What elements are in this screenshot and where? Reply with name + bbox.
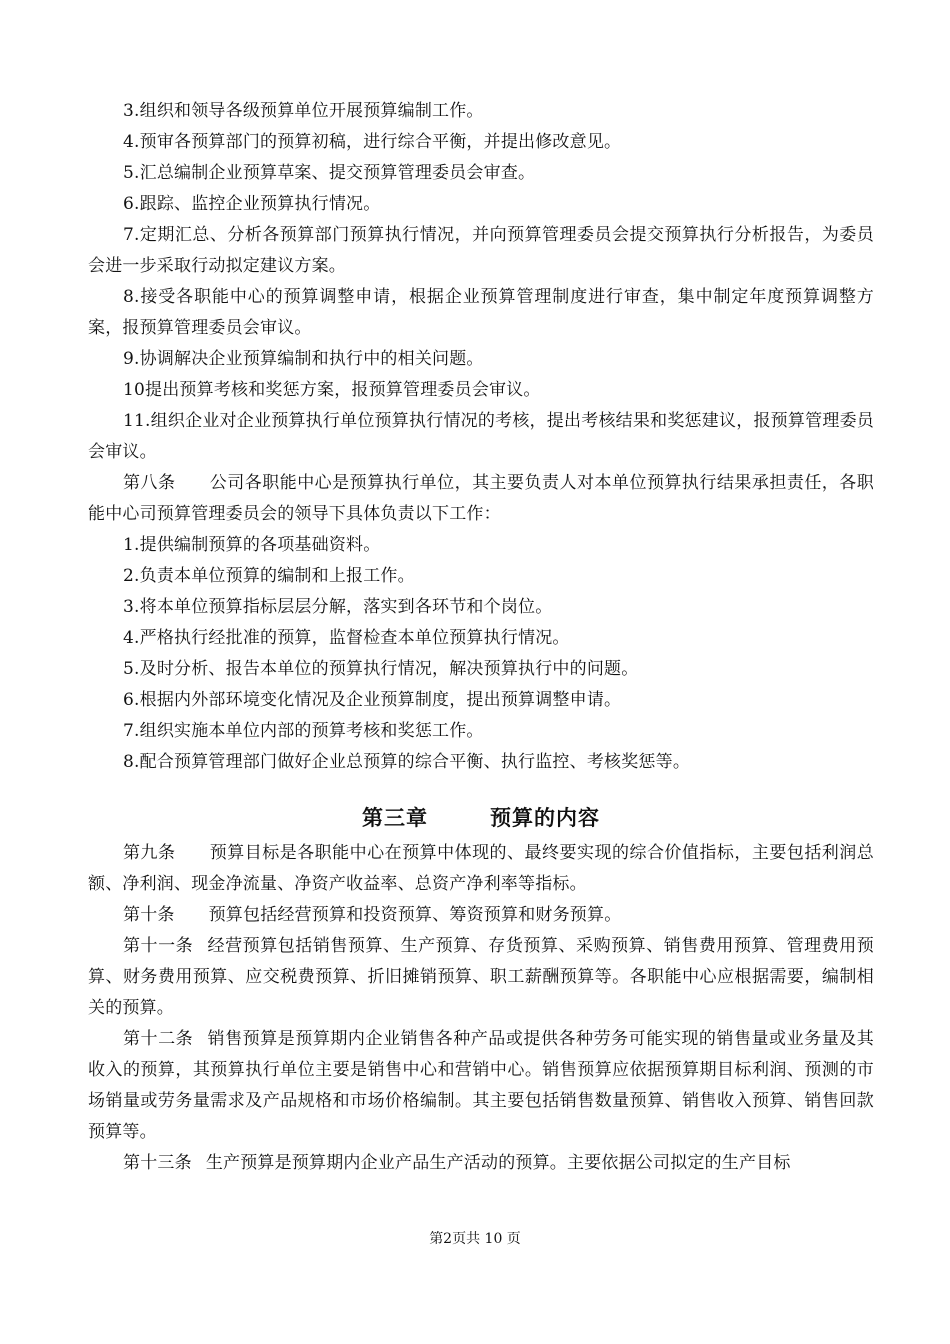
list-item: 6.根据内外部环境变化情况及企业预算制度，提出预算调整申请。	[123, 690, 622, 710]
article-text: 生产预算是预算期内企业产品生产活动的预算。主要依据公司拟定的生产目标	[205, 1153, 791, 1173]
article-10	[88, 900, 874, 931]
article-text: 预算包括经营预算和投资预算、筹资预算和财务预算。	[208, 905, 622, 925]
list-item: 7.定期汇总、分析各预算部门预算执行情况，并向预算管理委员会提交预算执行分析报告，为委员会进一步采取行动拟定建议方案。	[88, 225, 874, 276]
article-label: 第十一条	[123, 936, 194, 956]
list-item: 10提出预算考核和奖惩方案，报预算管理委员会审议。	[123, 380, 541, 400]
article-label: 第十二条	[123, 1029, 194, 1049]
list-item: 11.组织企业对企业预算执行单位预算执行情况的考核，提出考核结果和奖惩建议，报预算管理委员会审议。	[88, 411, 874, 462]
list-item: 5.及时分析、报告本单位的预算执行情况，解决预算执行中的问题。	[123, 659, 639, 679]
chapter-title: 预算的内容	[490, 806, 600, 830]
article-label: 第八条	[123, 473, 176, 493]
list-item: 8.接受各职能中心的预算调整申请，根据企业预算管理制度进行审查，集中制定年度预算调整方案，报预算管理委员会审议。	[88, 287, 874, 338]
article-label: 第十三条	[123, 1153, 192, 1173]
list-item: 2.负责本单位预算的编制和上报工作。	[123, 566, 415, 586]
page-footer: 第2页共 10 页	[429, 1231, 521, 1247]
article-text: 公司各职能中心是预算执行单位，其主要负责人对本单位预算执行结果承担责任，各职能中心司预算管理委员会的领导下具体负责以下工作：	[88, 473, 874, 524]
article-13	[88, 1148, 874, 1179]
article-9	[88, 838, 874, 900]
list-item: 7.组织实施本单位内部的预算考核和奖惩工作。	[123, 721, 484, 741]
article-8	[88, 468, 874, 530]
article-11	[88, 931, 874, 1024]
list-item: 6.跟踪、监控企业预算执行情况。	[123, 194, 381, 214]
article-text: 销售预算是预算期内企业销售各种产品或提供各种劳务可能实现的销售量或业务量及其收入的预算，其预算执行单位主要是销售中心和营销中心。销售预算应依据预算期目标利润、预测的市场销量或劳务量需求及产品规格和市场价格编制。其主要包括销售数量预算、销售收入预算、销售回款预算等。	[88, 1029, 874, 1142]
document-body	[88, 96, 874, 1179]
list-item: 9.协调解决企业预算编制和执行中的相关问题。	[123, 349, 484, 369]
list-item: 1.提供编制预算的各项基础资料。	[123, 535, 381, 555]
list-item: 5.汇总编制企业预算草案、提交预算管理委员会审查。	[123, 163, 536, 183]
list-item: 4.预审各预算部门的预算初稿，进行综合平衡，并提出修改意见。	[123, 132, 622, 152]
article-12	[88, 1024, 874, 1148]
article-text: 预算目标是各职能中心在预算中体现的、最终要实现的综合价值指标，主要包括利润总额、净利润、现金净流量、净资产收益率、总资产净利率等指标。	[88, 843, 874, 894]
list-item: 8.配合预算管理部门做好企业总预算的综合平衡、执行监控、考核奖惩等。	[123, 752, 691, 772]
chapter-number: 第三章	[362, 806, 428, 830]
list-item: 4.严格执行经批准的预算，监督检查本单位预算执行情况。	[123, 628, 570, 648]
article-label: 第九条	[123, 843, 176, 863]
chapter-heading	[88, 802, 874, 834]
article-label: 第十条	[123, 905, 175, 925]
article-text: 经营预算包括销售预算、生产预算、存货预算、采购预算、销售费用预算、管理费用预算、财务费用预算、应交税费预算、折旧摊销预算、职工薪酬预算等。各职能中心应根据需要，编制相关的预算。	[88, 936, 874, 1018]
list-item: 3.将本单位预算指标层层分解，落实到各环节和个岗位。	[123, 597, 553, 617]
list-item: 3.组织和领导各级预算单位开展预算编制工作。	[123, 101, 484, 121]
